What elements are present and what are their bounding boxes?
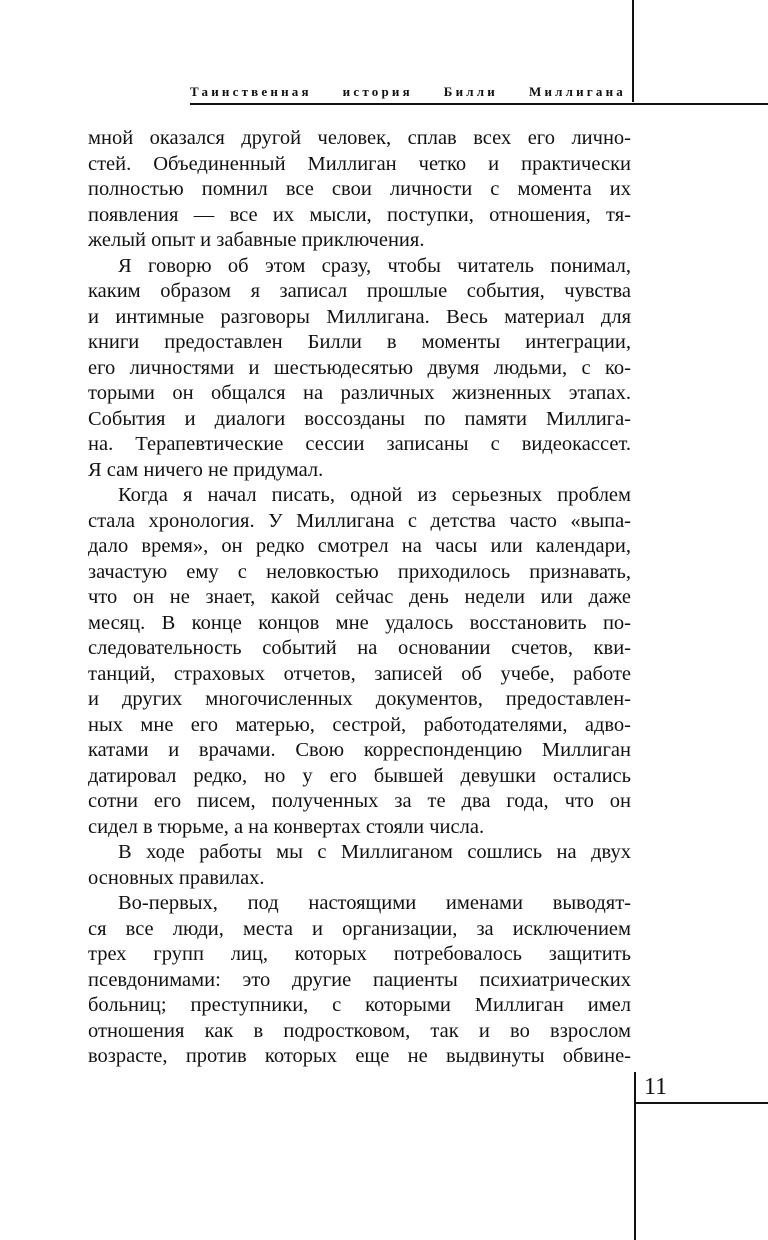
text-line: псевдонимами: это другие пациенты психиатрических (88, 968, 631, 991)
text-line: стей. Объединенный Миллиган четко и практически (88, 152, 631, 175)
paragraph (88, 840, 631, 891)
text-line: каким образом я записал прошлые события, чувства (88, 280, 631, 302)
text-line: сидел в тюрьме, а на конвертах стояли числа. (88, 815, 485, 838)
text-line: желый опыт и забавные приключения. (88, 229, 425, 251)
text-line: дало время», он редко смотрел на часы или календари, (88, 535, 631, 557)
header-vertical-rule (632, 0, 634, 102)
text-line: катами и врачами. Свою корреспонденцию Миллиган (88, 739, 631, 761)
paragraph (88, 891, 631, 1070)
body-text (88, 126, 631, 1070)
paragraph (88, 254, 631, 484)
text-line: мной оказался другой человек, сплав всех его лично- (88, 127, 631, 149)
text-line: что он не знает, какой сейчас день недели или даже (88, 586, 631, 608)
text-line: месяц. В конце концов мне удалось восстановить по- (88, 611, 631, 634)
text-line: ных мне его матерью, сестрой, работодателями, адво- (88, 713, 631, 736)
text-line: и интимные разговоры Миллигана. Весь материал для (88, 305, 631, 328)
text-line: датировал редко, но у его бывшей девушки остались (88, 764, 631, 787)
text-line: ся все люди, места и организации, за исключением (88, 917, 631, 940)
text-line: следовательность событий на основании счетов, кви- (88, 637, 631, 659)
running-head: Таинственная история Билли Миллигана (190, 84, 626, 99)
folio-vertical-rule (634, 1072, 636, 1240)
text-line: его личностями и шестьюдесятью двумя людьми, с ко- (88, 356, 631, 379)
text-line: торыми он общался на различных жизненных этапах. (88, 382, 631, 404)
text-line: полностью помнил все свои личности с момента их (88, 178, 631, 200)
text-line: Во-первых, под настоящими именами выводят- (118, 892, 631, 914)
text-line: В ходе работы мы с Миллиганом сошлись на двух (118, 841, 631, 863)
text-line: Я сам ничего не придумал. (88, 458, 324, 481)
text-line: События и диалоги воссозданы по памяти Миллига- (88, 407, 631, 430)
text-line: сотни его писем, полученных за те два года, что он (88, 790, 631, 812)
text-line: отношения как в подростковом, так и во взрослом (88, 1019, 631, 1042)
text-line: стала хронология. У Миллигана с детства часто «выпа- (88, 509, 631, 532)
page-number: 11 (644, 1074, 668, 1100)
text-line: на. Терапевтические сессии записаны с видеокассет. (88, 433, 631, 455)
text-line: возрасте, против которых еще не выдвинуты обвине- (88, 1045, 631, 1067)
text-line: трех групп лиц, которых потребовалось защитить (88, 943, 631, 965)
text-line: появления — все их мысли, поступки, отношения, тя- (88, 203, 631, 226)
text-line: танций, страховых отчетов, записей об учебе, работе (88, 662, 631, 685)
paragraph (88, 126, 631, 254)
text-line: зачастую ему с неловкостью приходилось признавать, (88, 560, 631, 583)
folio-horizontal-rule (636, 1102, 768, 1104)
text-line: основных правилах. (88, 866, 265, 889)
text-line: Я говорю об этом сразу, чтобы читатель понимал, (118, 254, 631, 277)
text-line: больниц; преступники, с которыми Миллиган имел (88, 994, 631, 1016)
text-line: Когда я начал писать, одной из серьезных проблем (118, 484, 631, 506)
text-line: и других многочисленных документов, предоставлен- (88, 688, 631, 710)
header-horizontal-rule (190, 103, 768, 105)
paragraph (88, 483, 631, 840)
text-line: книги предоставлен Билли в моменты интеграции, (88, 331, 631, 353)
